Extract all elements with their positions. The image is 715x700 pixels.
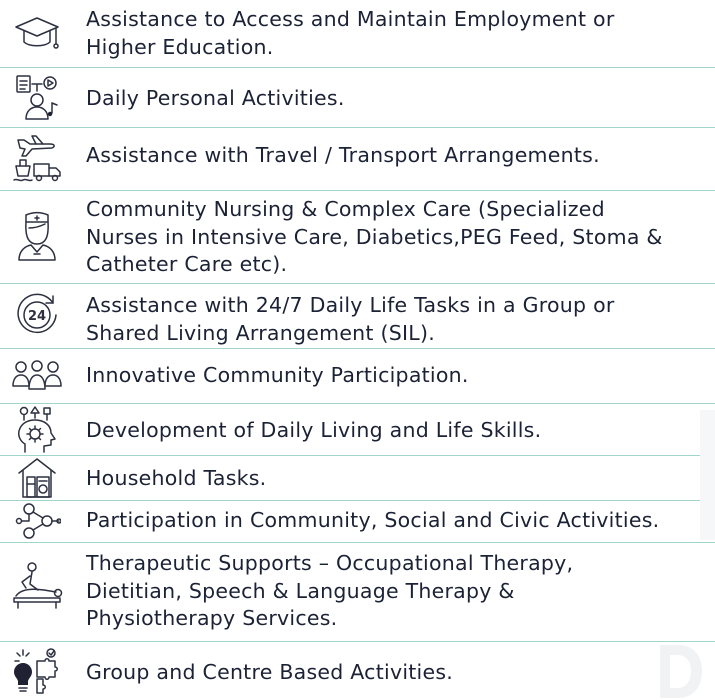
lightbulb-puzzle-icon — [9, 647, 65, 695]
service-line: Innovative Community Participation. — [86, 363, 469, 387]
social-network-icon — [9, 502, 65, 540]
service-row-therapeutic — [0, 544, 715, 640]
service-text — [86, 196, 711, 279]
24-7-icon — [9, 291, 65, 339]
service-line: Assistance with Travel / Transport Arrangements. — [86, 143, 600, 167]
service-text — [86, 550, 711, 633]
service-text — [86, 292, 711, 347]
nurse-icon — [9, 210, 65, 262]
graduation-cap-icon — [9, 12, 65, 56]
service-row-household — [0, 457, 715, 499]
service-line: Physiotherapy Services. — [86, 606, 338, 630]
service-line: Group and Centre Based Activities. — [86, 660, 454, 684]
service-line: Assistance to Access and Maintain Employment or — [86, 7, 615, 31]
massage-therapy-icon — [9, 562, 65, 610]
service-text — [86, 465, 711, 493]
service-row-social-activities — [0, 501, 715, 541]
svg-text:24: 24 — [27, 309, 47, 324]
household-icon — [9, 457, 65, 499]
service-row-life-skills — [0, 405, 715, 455]
service-row-community-participation — [0, 350, 715, 400]
divider — [0, 455, 715, 456]
community-group-icon — [9, 357, 65, 393]
service-row-group-centre — [0, 643, 715, 697]
divider — [0, 641, 715, 642]
service-text — [86, 6, 711, 61]
service-line: Catheter Care etc). — [86, 252, 288, 276]
service-row-travel — [0, 129, 715, 187]
travel-transport-icon — [9, 132, 65, 184]
service-line: Community Nursing & Complex Care (Specialized — [86, 197, 605, 221]
service-text — [86, 659, 711, 687]
service-text — [86, 85, 711, 113]
service-line: Nurses in Intensive Care, Diabetics,PEG Feed, Stoma & — [86, 224, 663, 249]
service-line: Participation in Community, Social and Civic Activities. — [86, 508, 660, 532]
service-line: Therapeutic Supports – Occupational Therapy, — [86, 551, 574, 575]
divider — [0, 348, 715, 349]
divider — [0, 67, 715, 68]
service-text — [86, 362, 711, 390]
service-line: Development of Daily Living and Life Skills. — [86, 418, 542, 442]
head-gear-icon — [9, 406, 65, 454]
service-row-nursing — [0, 192, 715, 280]
divider — [0, 127, 715, 128]
service-line: Dietitian, Speech & Language Therapy & — [86, 578, 515, 603]
divider — [0, 403, 715, 404]
divider — [0, 542, 715, 543]
service-row-employment — [0, 4, 715, 64]
service-text — [86, 507, 711, 535]
service-text — [86, 142, 711, 170]
divider — [0, 283, 715, 284]
service-line: Assistance with 24/7 Daily Life Tasks in a Group or — [86, 293, 615, 317]
service-row-personal-activities — [0, 69, 715, 127]
service-line: Shared Living Arrangement (SIL). — [86, 320, 435, 345]
personal-activities-icon — [9, 73, 65, 123]
service-line: Higher Education. — [86, 34, 274, 59]
service-row-24-7 — [0, 285, 715, 345]
service-line: Daily Personal Activities. — [86, 86, 345, 110]
divider — [0, 190, 715, 191]
service-text — [86, 417, 711, 445]
service-line: Household Tasks. — [86, 466, 267, 490]
